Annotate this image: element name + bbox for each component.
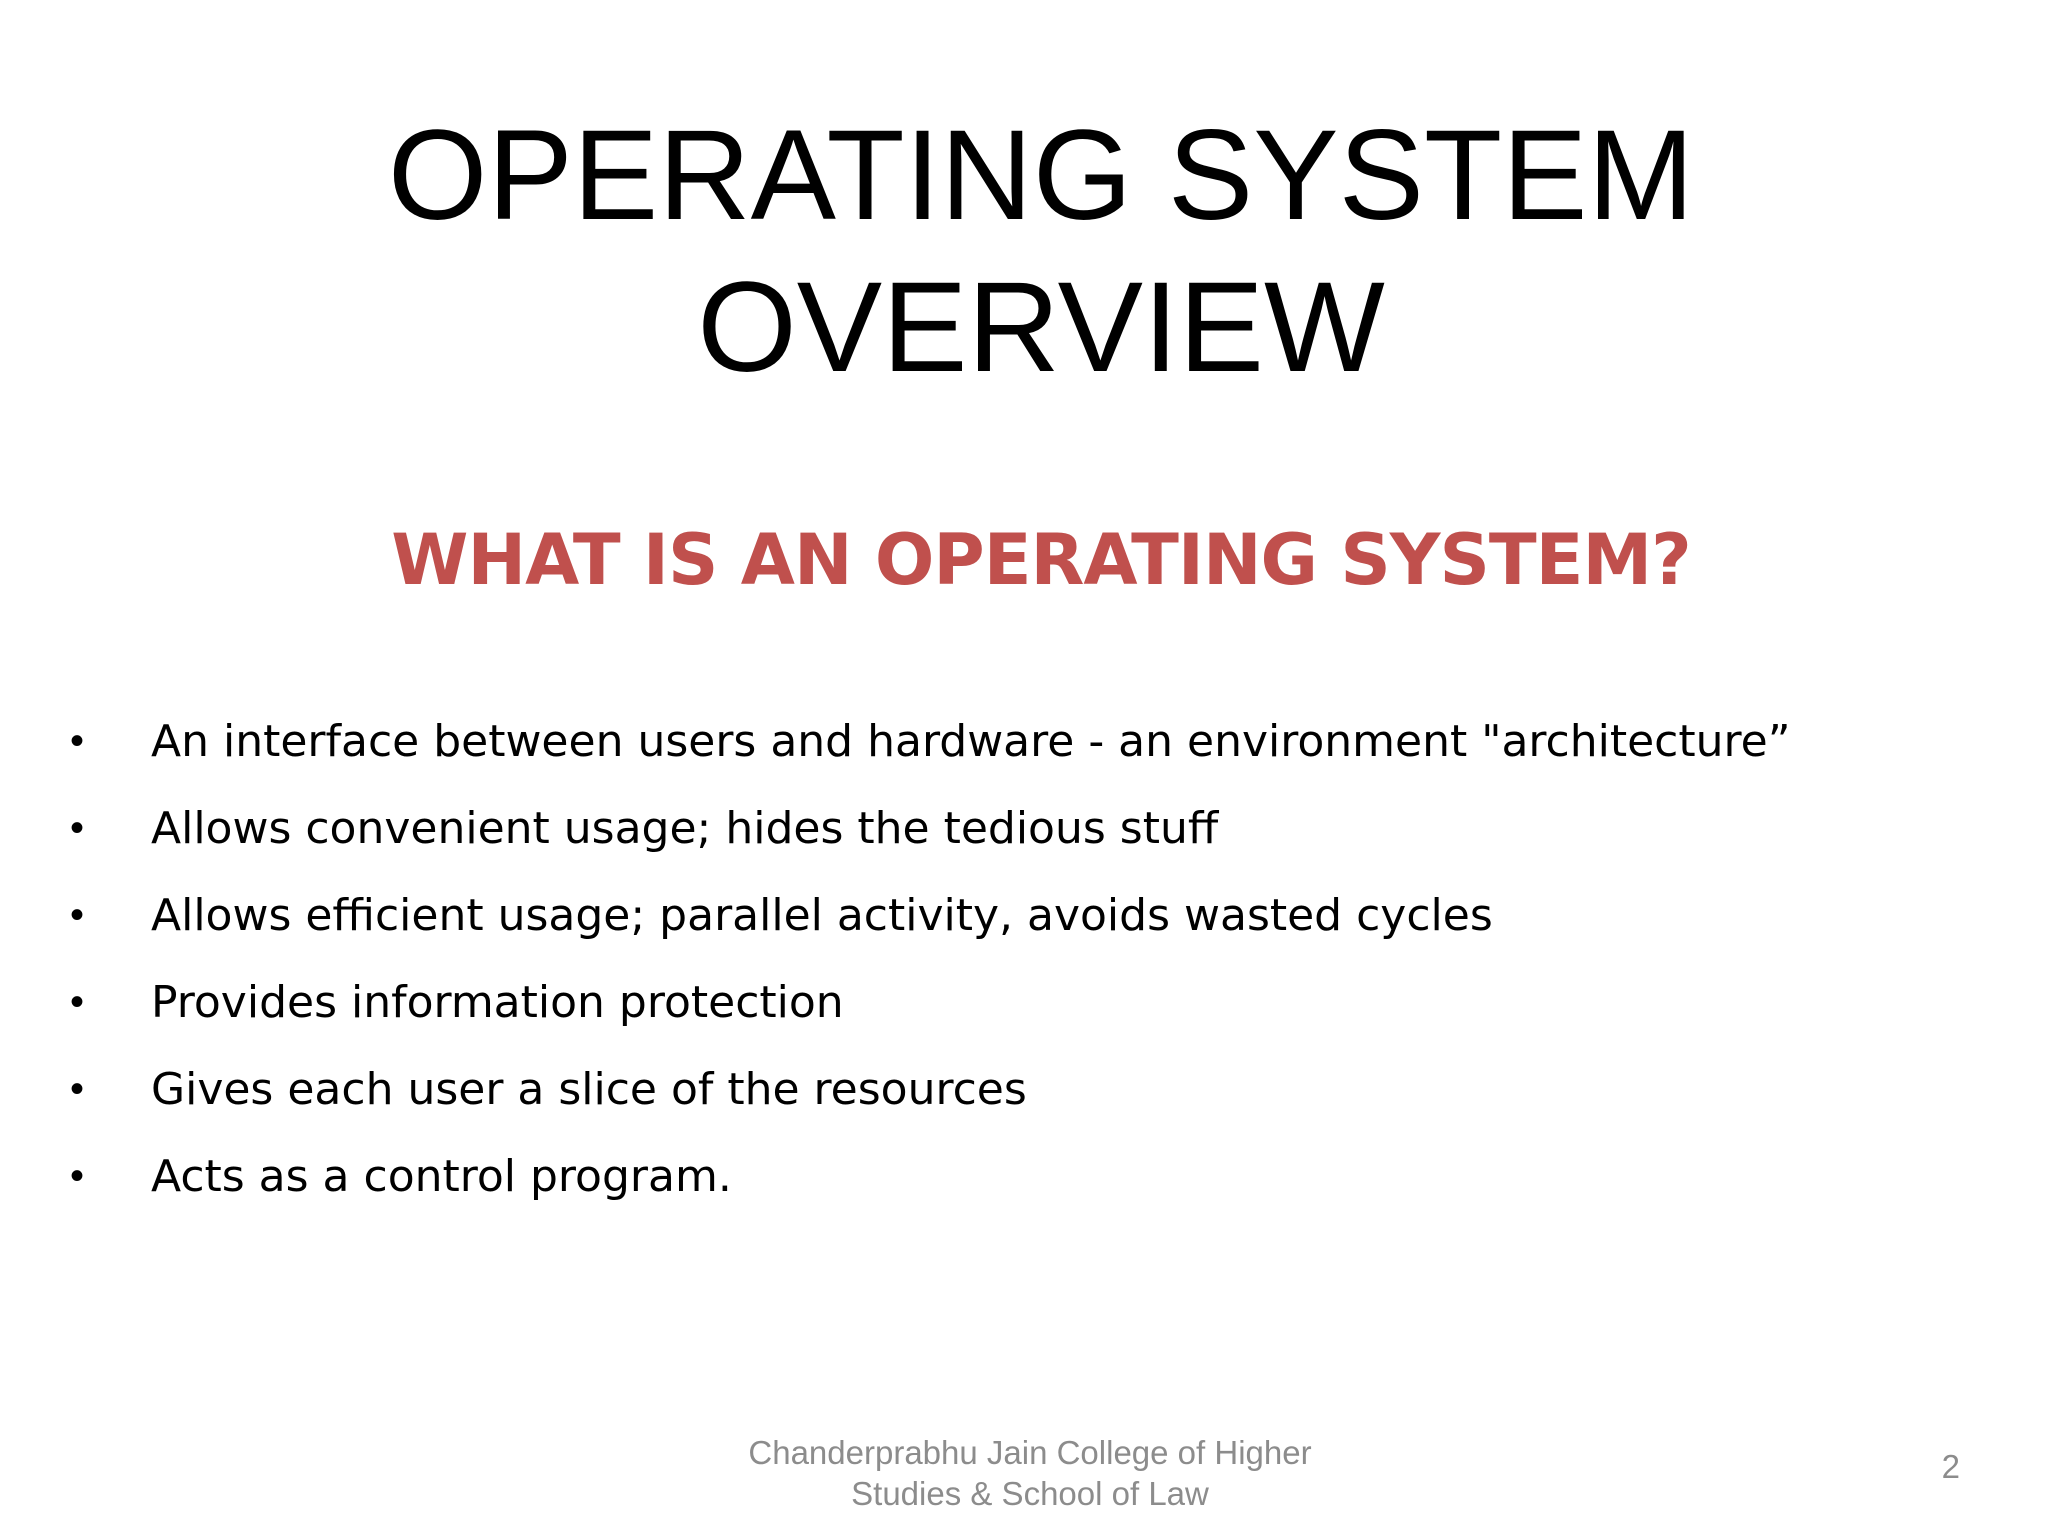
bullet-item	[70, 785, 1970, 872]
slide-subtitle: WHAT IS AN OPERATING SYSTEM?	[391, 519, 1691, 601]
slide-title-line-1: OPERATING SYSTEM	[387, 104, 1695, 247]
bullet-item	[70, 1046, 1970, 1133]
bullet-text: Provides information protection	[151, 977, 844, 1028]
bullet-text: Allows efficient usage; parallel activity, avoids wasted cycles	[151, 890, 1493, 941]
slide-title-line-2: OVERVIEW	[697, 256, 1385, 399]
bullet-glyph: •	[70, 806, 85, 850]
bullet-glyph: •	[70, 1067, 85, 1111]
bullet-item	[70, 872, 1970, 959]
footer-line-2: Studies & School of Law	[851, 1475, 1209, 1512]
page-number: 2	[1941, 1448, 1960, 1485]
slide-footer	[720, 1432, 1340, 1514]
bullet-item	[70, 1133, 1970, 1220]
bullet-item	[70, 698, 1970, 785]
slide-title	[0, 100, 2048, 404]
bullet-glyph: •	[70, 1154, 85, 1198]
bullet-glyph: •	[70, 719, 85, 763]
bullet-text: An interface between users and hardware - an environment "architecture”	[151, 716, 1791, 767]
bullet-list	[70, 698, 1970, 1220]
bullet-item	[70, 959, 1970, 1046]
bullet-text: Acts as a control program.	[151, 1151, 732, 1202]
footer-line-1: Chanderprabhu Jain College of Higher	[748, 1434, 1312, 1471]
bullet-text: Gives each user a slice of the resources	[151, 1064, 1027, 1115]
bullet-glyph: •	[70, 980, 85, 1024]
bullet-text: Allows convenient usage; hides the tedious stuff	[151, 803, 1219, 854]
bullet-glyph: •	[70, 893, 85, 937]
